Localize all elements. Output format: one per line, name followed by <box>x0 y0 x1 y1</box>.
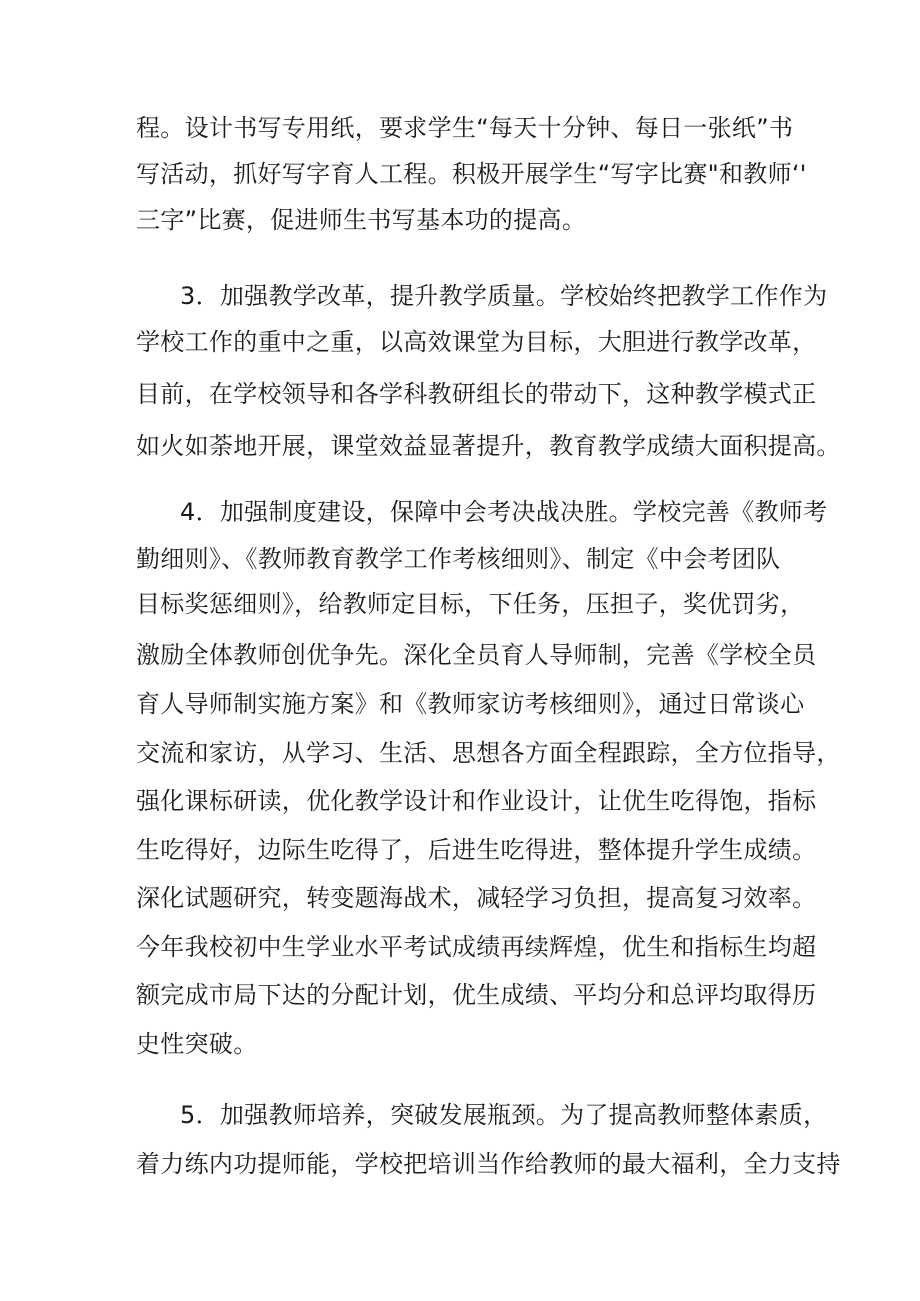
paragraph-1-line-1: 程。设计书写专用纸，要求学生“每天十分钟、每日一张纸”书 <box>136 114 794 142</box>
paragraph-4-line-2: 着力练内功提师能，学校把培训当作给教师的最大福利，全力支持 <box>136 1150 841 1178</box>
paragraph-3-line-3: 目标奖惩细则》，给教师定目标，下任务，压担子，奖优罚劣， <box>136 590 805 618</box>
paragraph-3-line-5: 育人导师制实施方案》和《教师家访考核细则》，通过日常谈心 <box>136 690 805 718</box>
paragraph-3-line-2: 勤细则》、《教师教育教学工作考核细则》、制定《中会考团队 <box>136 545 781 573</box>
paragraph-3-line-12: 史性突破。 <box>136 1030 258 1058</box>
paragraph-1-line-2: 写活动，抓好写字育人工程。积极开展学生“写字比赛"和教师‘' <box>136 160 807 188</box>
paragraph-2-line-4: 如火如荼地开展，课堂效益显著提升，教育教学成绩大面积提高。 <box>136 432 841 460</box>
paragraph-3-line-10: 今年我校初中生学业水平考试成绩再续辉煌，优生和指标生均超 <box>136 933 817 961</box>
paragraph-2-line-2: 学校工作的重中之重，以高效课堂为目标，大胆进行教学改革， <box>136 328 817 356</box>
paragraph-3-line-8: 生吃得好，边际生吃得了，后进生吃得进，整体提升学生成绩。 <box>136 836 817 864</box>
paragraph-1-line-3: 三字”比赛，促进师生书写基本功的提高。 <box>136 206 587 234</box>
paragraph-3-line-9: 深化试题研究，转变题海战术，减轻学习负担，提高复习效率。 <box>136 884 817 912</box>
paragraph-3-line-1: 4．加强制度建设，保障中会考决战决胜。学校完善《教师考 <box>180 498 828 526</box>
paragraph-3-line-6: 交流和家访，从学习、生活、思想各方面全程跟踪，全方位指导， <box>136 739 841 767</box>
paragraph-3-line-4: 激励全体教师创优争先。深化全员育人导师制，完善《学校全员 <box>136 641 817 669</box>
paragraph-3-line-7: 强化课标研读，优化教学设计和作业设计，让优生吃得饱，指标 <box>136 787 817 815</box>
paragraph-4-line-1: 5．加强教师培养，突破发展瓶颈。为了提高教师整体素质， <box>180 1101 828 1129</box>
paragraph-2-line-3: 目前，在学校领导和各学科教研组长的带动下，这种教学模式正 <box>136 380 817 408</box>
paragraph-3-line-11: 额完成市局下达的分配计划，优生成绩、平均分和总评均取得历 <box>136 981 817 1009</box>
paragraph-2-line-1: 3．加强教学改革，提升教学质量。学校始终把教学工作作为 <box>180 282 828 310</box>
